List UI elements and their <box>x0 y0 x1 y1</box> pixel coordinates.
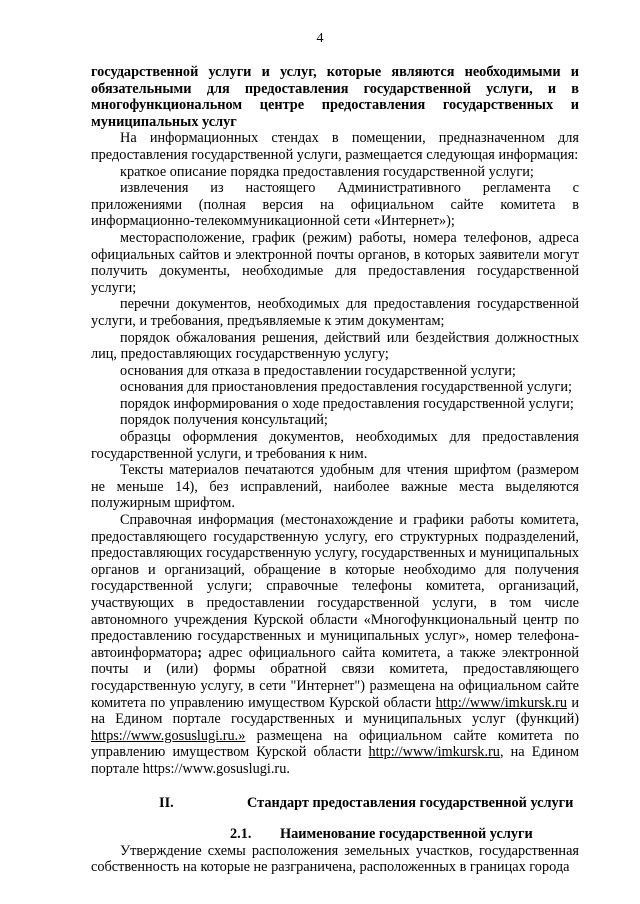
subsection-heading <box>91 826 579 843</box>
heading-continuation: государственной услуги и услуг, которые являются необходимыми и обязательными для предоставления государственной услуги, и в многофункциональном центре предоставления государственных и муниципальных услуг <box>91 64 579 130</box>
page-number: 4 <box>316 31 324 46</box>
paragraph: Утверждение схемы расположения земельных участков, государственная собственность на которые не разграничена, расположенных в границах города <box>91 842 579 876</box>
subsection-title: Наименование государственной услуги <box>280 826 533 843</box>
list-item: месторасположение, график (режим) работы, номера телефонов, адреса официальных сайтов и электронной почты органов, в которых заявители могут получить документы, необходимые для предоставления государственной услуги; <box>91 229 579 296</box>
paragraph: На информационных стендах в помещении, предназначенном для предоставления государственной услуги, размещается следующая информация: <box>91 130 579 163</box>
list-item: порядок информирования о ходе предоставления государственной услуги; <box>120 395 574 412</box>
reference-text-4: размещена на официальном сайте комитета по управлению имуществом Курской области <box>91 727 579 761</box>
list-item: основания для приостановления предоставления государственной услуги; <box>120 379 573 396</box>
list-item: порядок обжалования решения, действий или бездействия должностных лиц, предоставляющих государственную услугу; <box>91 329 579 363</box>
imkursk-link[interactable]: http://www/imkursk.ru <box>435 694 568 711</box>
reference-text-1: Справочная информация (местонахождение и графики работы комитета, предоставляющего государственную услугу, его структурных подразделений, предоставляющих государственную услугу, государственных и муниципальных органов и организаций, обращение в которые необходимо для получения государственной услуги; справочные телефоны комитета, организаций, участвующих в предоставлении государственной услуги, в том числе автономного учреждения Курской области «Многофункциональный центр по предоставлению государственных и муниципальных услуг», номер телефона-автоинформатора <box>91 512 579 661</box>
list-item: извлечения из настоящего Административного регламента с приложениями (полная версия на официальном сайте комитета в информационно-телекоммуникационной сети «Интернет»); <box>91 180 579 230</box>
list-item: перечни документов, необходимых для предоставления государственной услуги, и требования, предъявляемые к этим документам; <box>91 296 579 329</box>
section-number: II. <box>159 794 174 811</box>
reference-text-5: , на Едином портале https://www.gosuslugi.ru. <box>91 744 579 777</box>
reference-text-3: и на Едином портале государственных и муниципальных услуг (функций) <box>91 694 579 728</box>
list-item: порядок получения консультаций; <box>120 412 328 429</box>
list-item: краткое описание порядка предоставления государственной услуги; <box>120 163 534 180</box>
section-heading <box>91 795 579 812</box>
list-item: образцы оформления документов, необходимых для предоставления государственной услуги, и требования к ним. <box>91 429 579 462</box>
reference-paragraph <box>91 512 579 778</box>
paragraph: Тексты материалов печатаются удобным для чтения шрифтом (размером не меньше 14), без исправлений, наиболее важные места выделяются полужирным шрифтом. <box>91 462 579 512</box>
document-body <box>91 64 579 876</box>
subsection-number: 2.1. <box>230 826 252 843</box>
list-item: основания для отказа в предоставлении государственной услуги; <box>120 362 516 379</box>
reference-text-2: адрес официального сайта комитета, а также электронной почты и (или) формы обратной связи комитета, предоставляющего государственную услугу, в сети "Интернет") размещена на официальном сайте комитета по управлению имуществом Курской области <box>91 644 579 711</box>
reference-semicolon: ; <box>197 644 202 661</box>
section-title: Стандарт предоставления государственной услуги <box>247 794 574 811</box>
imkursk-link-2[interactable]: http://www/imkursk.ru <box>368 744 500 761</box>
gosuslugi-link[interactable]: https://www.gosuslugi.ru.» <box>91 727 246 744</box>
